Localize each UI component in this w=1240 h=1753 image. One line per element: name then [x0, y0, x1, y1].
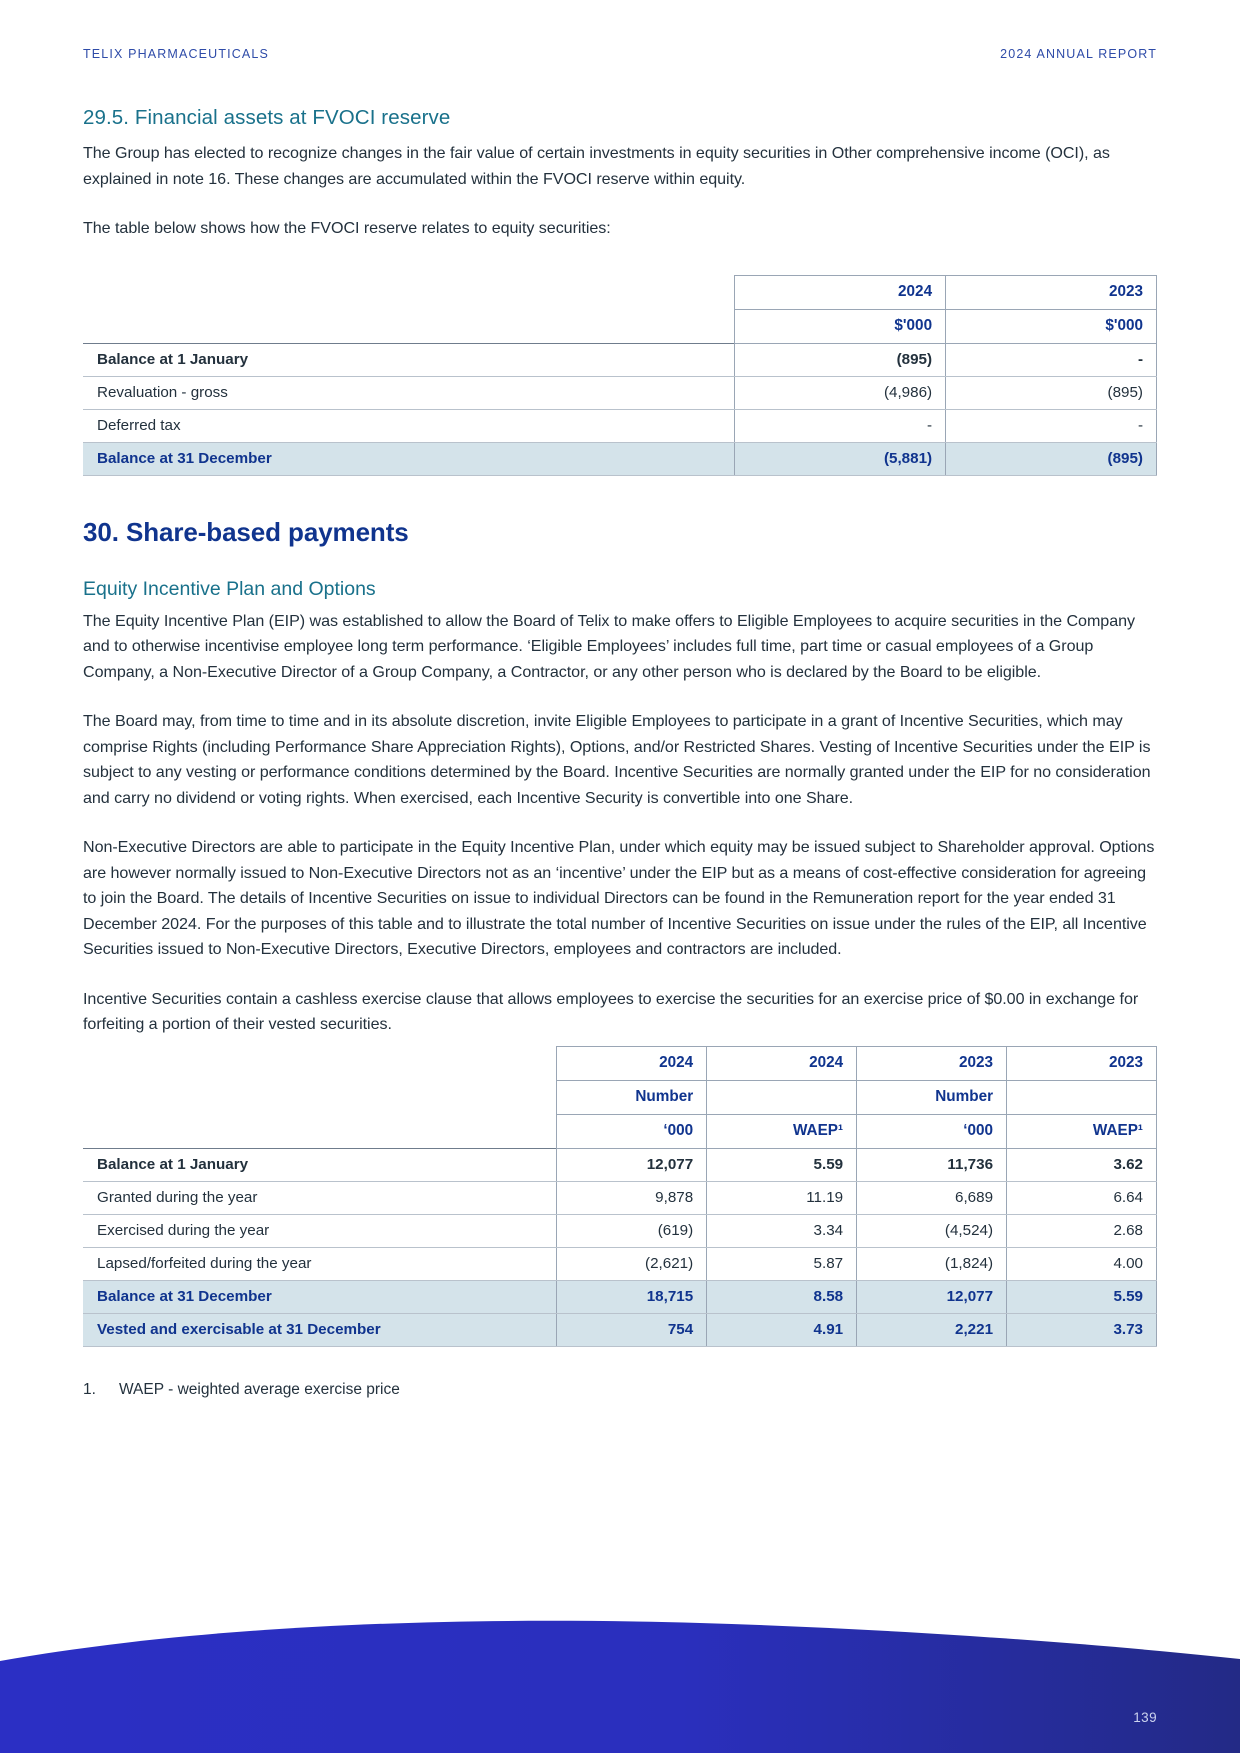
- row-value-2024-number: 9,878: [557, 1181, 707, 1214]
- row-label: Granted during the year: [83, 1181, 557, 1214]
- running-header-left: TELIX PHARMACEUTICALS: [83, 47, 269, 61]
- row-value-2023-number: 12,077: [857, 1280, 1007, 1313]
- row-value-2024: (4,986): [735, 376, 946, 409]
- fvoci-reserve-table: [83, 275, 1157, 476]
- share-options-table: [83, 1046, 1157, 1347]
- row-label: Deferred tax: [83, 409, 735, 442]
- row-value-2023-waep: 4.00: [1007, 1247, 1157, 1280]
- footnote: [83, 1381, 1157, 1399]
- row-value-2024-waep: 11.19: [707, 1181, 857, 1214]
- row-value-2024-number: 12,077: [557, 1148, 707, 1181]
- table-header-row-year: [83, 1046, 1157, 1080]
- row-label: Balance at 1 January: [83, 1148, 557, 1181]
- row-value-2023: -: [946, 409, 1157, 442]
- page-content: [83, 0, 1157, 1399]
- section-29-5-paragraph-1: The Group has elected to recognize changes in the fair value of certain investments in equity securities in Other comprehensive income (OCI), as explained in note 16. These changes are accumulated within the FVOCI reserve within equity.: [83, 144, 1110, 188]
- header-unit-2023-000: ‘000: [857, 1114, 1007, 1148]
- row-value-2023-waep: 3.73: [1007, 1313, 1157, 1346]
- row-value-2023-number: 2,221: [857, 1313, 1007, 1346]
- section-29-5-paragraph-2: The table below shows how the FVOCI reserve relates to equity securities:: [83, 219, 611, 237]
- footnote-text: WAEP - weighted average exercise price: [119, 1380, 400, 1398]
- section-30-paragraph-1: The Equity Incentive Plan (EIP) was established to allow the Board of Telix to make offers to Eligible Employees to acquire securities in the Company and to otherwise incentivise employee long term performance. ‘Eligible Employees’ includes full time, part time or casual employees of a Group Company, a Non-Executive Director of a Group Company, a Contractor, or any other person who is declared by the Board to be eligible.: [83, 611, 1136, 681]
- table-row: [83, 1181, 1157, 1214]
- row-value-2024-number: 754: [557, 1313, 707, 1346]
- table-header-row-year: [83, 275, 1157, 309]
- section-30-subheading: Equity Incentive Plan and Options: [83, 577, 376, 600]
- row-value-2024-waep: 5.59: [707, 1148, 857, 1181]
- header-unit-2024-000: ‘000: [557, 1114, 707, 1148]
- table-total-row: [83, 1280, 1157, 1313]
- header-blank: [83, 1046, 557, 1080]
- row-value-2023-number: 11,736: [857, 1148, 1007, 1181]
- row-value-2023-waep: 2.68: [1007, 1214, 1157, 1247]
- header-number-blank-2024: [707, 1080, 857, 1114]
- header-year-2024: 2024: [735, 275, 946, 309]
- table-row: [83, 1148, 1157, 1181]
- row-value-2023-waep: 3.62: [1007, 1148, 1157, 1181]
- header-blank: [83, 309, 735, 343]
- header-unit-2024-waep: WAEP¹: [707, 1114, 857, 1148]
- row-value-2024-number: 18,715: [557, 1280, 707, 1313]
- header-number-blank-2023: [1007, 1080, 1157, 1114]
- table-header-row-unit: [83, 309, 1157, 343]
- table-row: [83, 343, 1157, 376]
- row-value-2023-number: 6,689: [857, 1181, 1007, 1214]
- row-value-2024-waep: 3.34: [707, 1214, 857, 1247]
- running-header-right: 2024 ANNUAL REPORT: [1000, 47, 1157, 61]
- row-label: Balance at 1 January: [83, 343, 735, 376]
- table-row: [83, 1247, 1157, 1280]
- table-row: [83, 1214, 1157, 1247]
- table-row: [83, 409, 1157, 442]
- row-label: Vested and exercisable at 31 December: [83, 1313, 557, 1346]
- header-year-2024-waep: 2024: [707, 1046, 857, 1080]
- row-value-2024: (895): [735, 343, 946, 376]
- section-30-paragraph-3: Non-Executive Directors are able to participate in the Equity Incentive Plan, under which equity may be issued subject to Shareholder approval. Options are however normally issued to Non-Executive Directors not as an ‘incentive’ under the EIP but as a means of cost-effective consideration for agreeing to join the Board. The details of Incentive Securities on issue to individual Directors can be found in the Remuneration report for the year ended 31 December 2024. For the purposes of this table and to illustrate the total number of Incentive Securities on issue under the rules of the EIP, all Incentive Securities issued to Non-Executive Directors, Executive Directors, employees and contractors are included.: [83, 838, 1155, 958]
- row-value-2023: (895): [946, 376, 1157, 409]
- row-value-2023-waep: 5.59: [1007, 1280, 1157, 1313]
- header-unit-2023: $'000: [946, 309, 1157, 343]
- row-value-2024: (5,881): [735, 442, 946, 475]
- row-label: Revaluation - gross: [83, 376, 735, 409]
- footnote-number: 1.: [83, 1380, 96, 1398]
- row-value-2024-waep: 5.87: [707, 1247, 857, 1280]
- page-number: 139: [1133, 1710, 1157, 1725]
- row-value-2023-number: (1,824): [857, 1247, 1007, 1280]
- header-number-2024: Number: [557, 1080, 707, 1114]
- row-label: Balance at 31 December: [83, 442, 735, 475]
- table-total-row: [83, 442, 1157, 475]
- table-row: [83, 376, 1157, 409]
- header-number-2023: Number: [857, 1080, 1007, 1114]
- row-label: Balance at 31 December: [83, 1280, 557, 1313]
- row-value-2023-number: (4,524): [857, 1214, 1007, 1247]
- section-30-heading: 30. Share-based payments: [83, 516, 409, 547]
- section-30-paragraph-2: The Board may, from time to time and in its absolute discretion, invite Eligible Employees to participate in a grant of Incentive Securities, which may comprise Rights (including Performance Share Appreciation Rights), Options, and/or Restricted Shares. Vesting of Incentive Securities under the EIP is subject to any vesting or performance conditions determined by the Board. Incentive Securities are normally granted under the EIP for no consideration and carry no dividend or voting rights. When exercised, each Incentive Security is convertible into one Share.: [83, 712, 1151, 807]
- section-30-paragraph-4: Incentive Securities contain a cashless exercise clause that allows employees to exercise the securities for an exercise price of $0.00 in exchange for forfeiting a portion of their vested securities.: [83, 989, 1139, 1033]
- header-year-2023-number: 2023: [857, 1046, 1007, 1080]
- row-label: Lapsed/forfeited during the year: [83, 1247, 557, 1280]
- header-blank: [83, 1080, 557, 1114]
- row-value-2024-waep: 4.91: [707, 1313, 857, 1346]
- footer-wave-decoration: [0, 1603, 1240, 1753]
- running-header: [83, 0, 1157, 61]
- row-value-2024-waep: 8.58: [707, 1280, 857, 1313]
- section-29-5-heading: 29.5. Financial assets at FVOCI reserve: [83, 106, 451, 129]
- table-total-row: [83, 1313, 1157, 1346]
- row-value-2023-waep: 6.64: [1007, 1181, 1157, 1214]
- table-header-row-number: [83, 1080, 1157, 1114]
- header-unit-2024: $'000: [735, 309, 946, 343]
- row-value-2024: -: [735, 409, 946, 442]
- header-year-2024-number: 2024: [557, 1046, 707, 1080]
- header-unit-2023-waep: WAEP¹: [1007, 1114, 1157, 1148]
- row-value-2024-number: (619): [557, 1214, 707, 1247]
- header-year-2023-waep: 2023: [1007, 1046, 1157, 1080]
- header-blank: [83, 1114, 557, 1148]
- row-label: Exercised during the year: [83, 1214, 557, 1247]
- row-value-2023: -: [946, 343, 1157, 376]
- header-year-2023: 2023: [946, 275, 1157, 309]
- header-blank: [83, 275, 735, 309]
- row-value-2023: (895): [946, 442, 1157, 475]
- row-value-2024-number: (2,621): [557, 1247, 707, 1280]
- table-header-row-unit: [83, 1114, 1157, 1148]
